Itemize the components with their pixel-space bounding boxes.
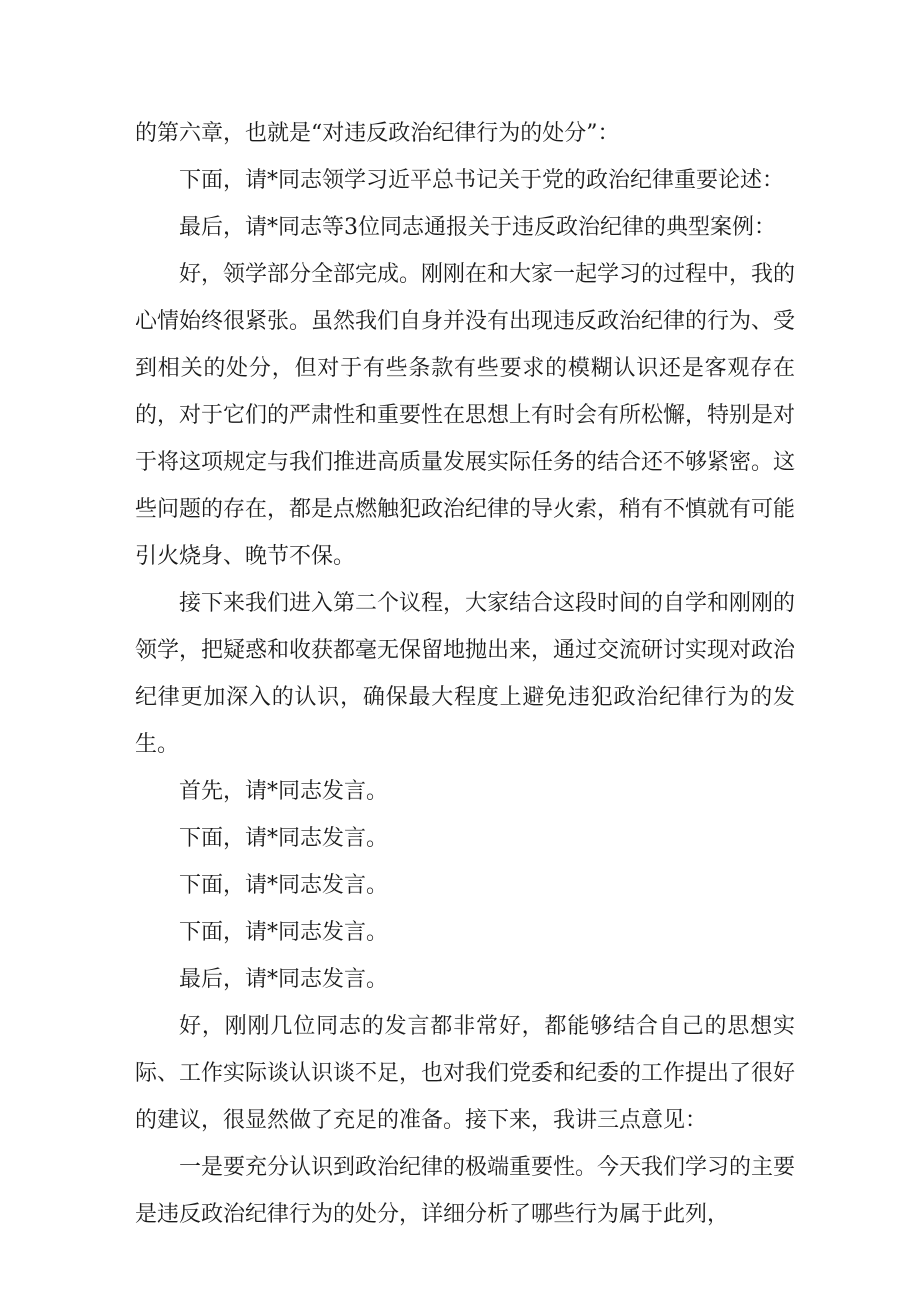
paragraph-chapter-reference: 的第六章，也就是“对违反政治纪律行为的处分”： bbox=[135, 121, 620, 146]
paragraph-lead-study: 下面，请*同志领学习近平总书记关于党的政治纪律重要论述： bbox=[179, 168, 785, 193]
paragraph-speaker-first: 首先，请*同志发言。 bbox=[179, 779, 389, 804]
paragraph-reflection: 好，领学部分全部完成。刚刚在和大家一起学习的过程中，我的心情始终很紧张。虽然我们自身并没有出现违反政治纪律的行为、受到相关的处分，但对于有些条款有些要求的模糊认识还是客观存在的，对于它们的严肃性和重要性在思想上有时会有所松懈，特别是对于将这项规定与我们推进高质量发展实际任务的结合还不够紧密。这些问题的存在，都是点燃触犯政治纪律的导火索，稍有不慎就有可能引火烧身、晚节不保。 bbox=[135, 262, 796, 569]
paragraph-speaker-last: 最后，请*同志发言。 bbox=[179, 967, 389, 992]
paragraph-speaker-next-2: 下面，请*同志发言。 bbox=[179, 873, 389, 898]
document-body bbox=[135, 110, 795, 1238]
paragraph-summary: 好，刚刚几位同志的发言都非常好，都能够结合自己的思想实际、工作实际谈认识谈不足，也对我们党委和纪委的工作提出了很好的建议，很显然做了充足的准备。接下来，我讲三点意见： bbox=[135, 1014, 796, 1133]
paragraph-speaker-next-1: 下面，请*同志发言。 bbox=[179, 826, 389, 851]
paragraph-speaker-next-3: 下面，请*同志发言。 bbox=[179, 920, 389, 945]
paragraph-case-report: 最后，请*同志等3位同志通报关于违反政治纪律的典型案例： bbox=[179, 215, 776, 240]
paragraph-point-one: 一是要充分认识到政治纪律的极端重要性。今天我们学习的主要是违反政治纪律行为的处分，详细分析了哪些行为属于此列， bbox=[135, 1155, 796, 1227]
paragraph-second-agenda: 接下来我们进入第二个议程，大家结合这段时间的自学和刚刚的领学，把疑惑和收获都毫无保留地抛出来，通过交流研讨实现对政治纪律更加深入的认识，确保最大程度上避免违犯政治纪律行为的发生。 bbox=[135, 591, 796, 757]
